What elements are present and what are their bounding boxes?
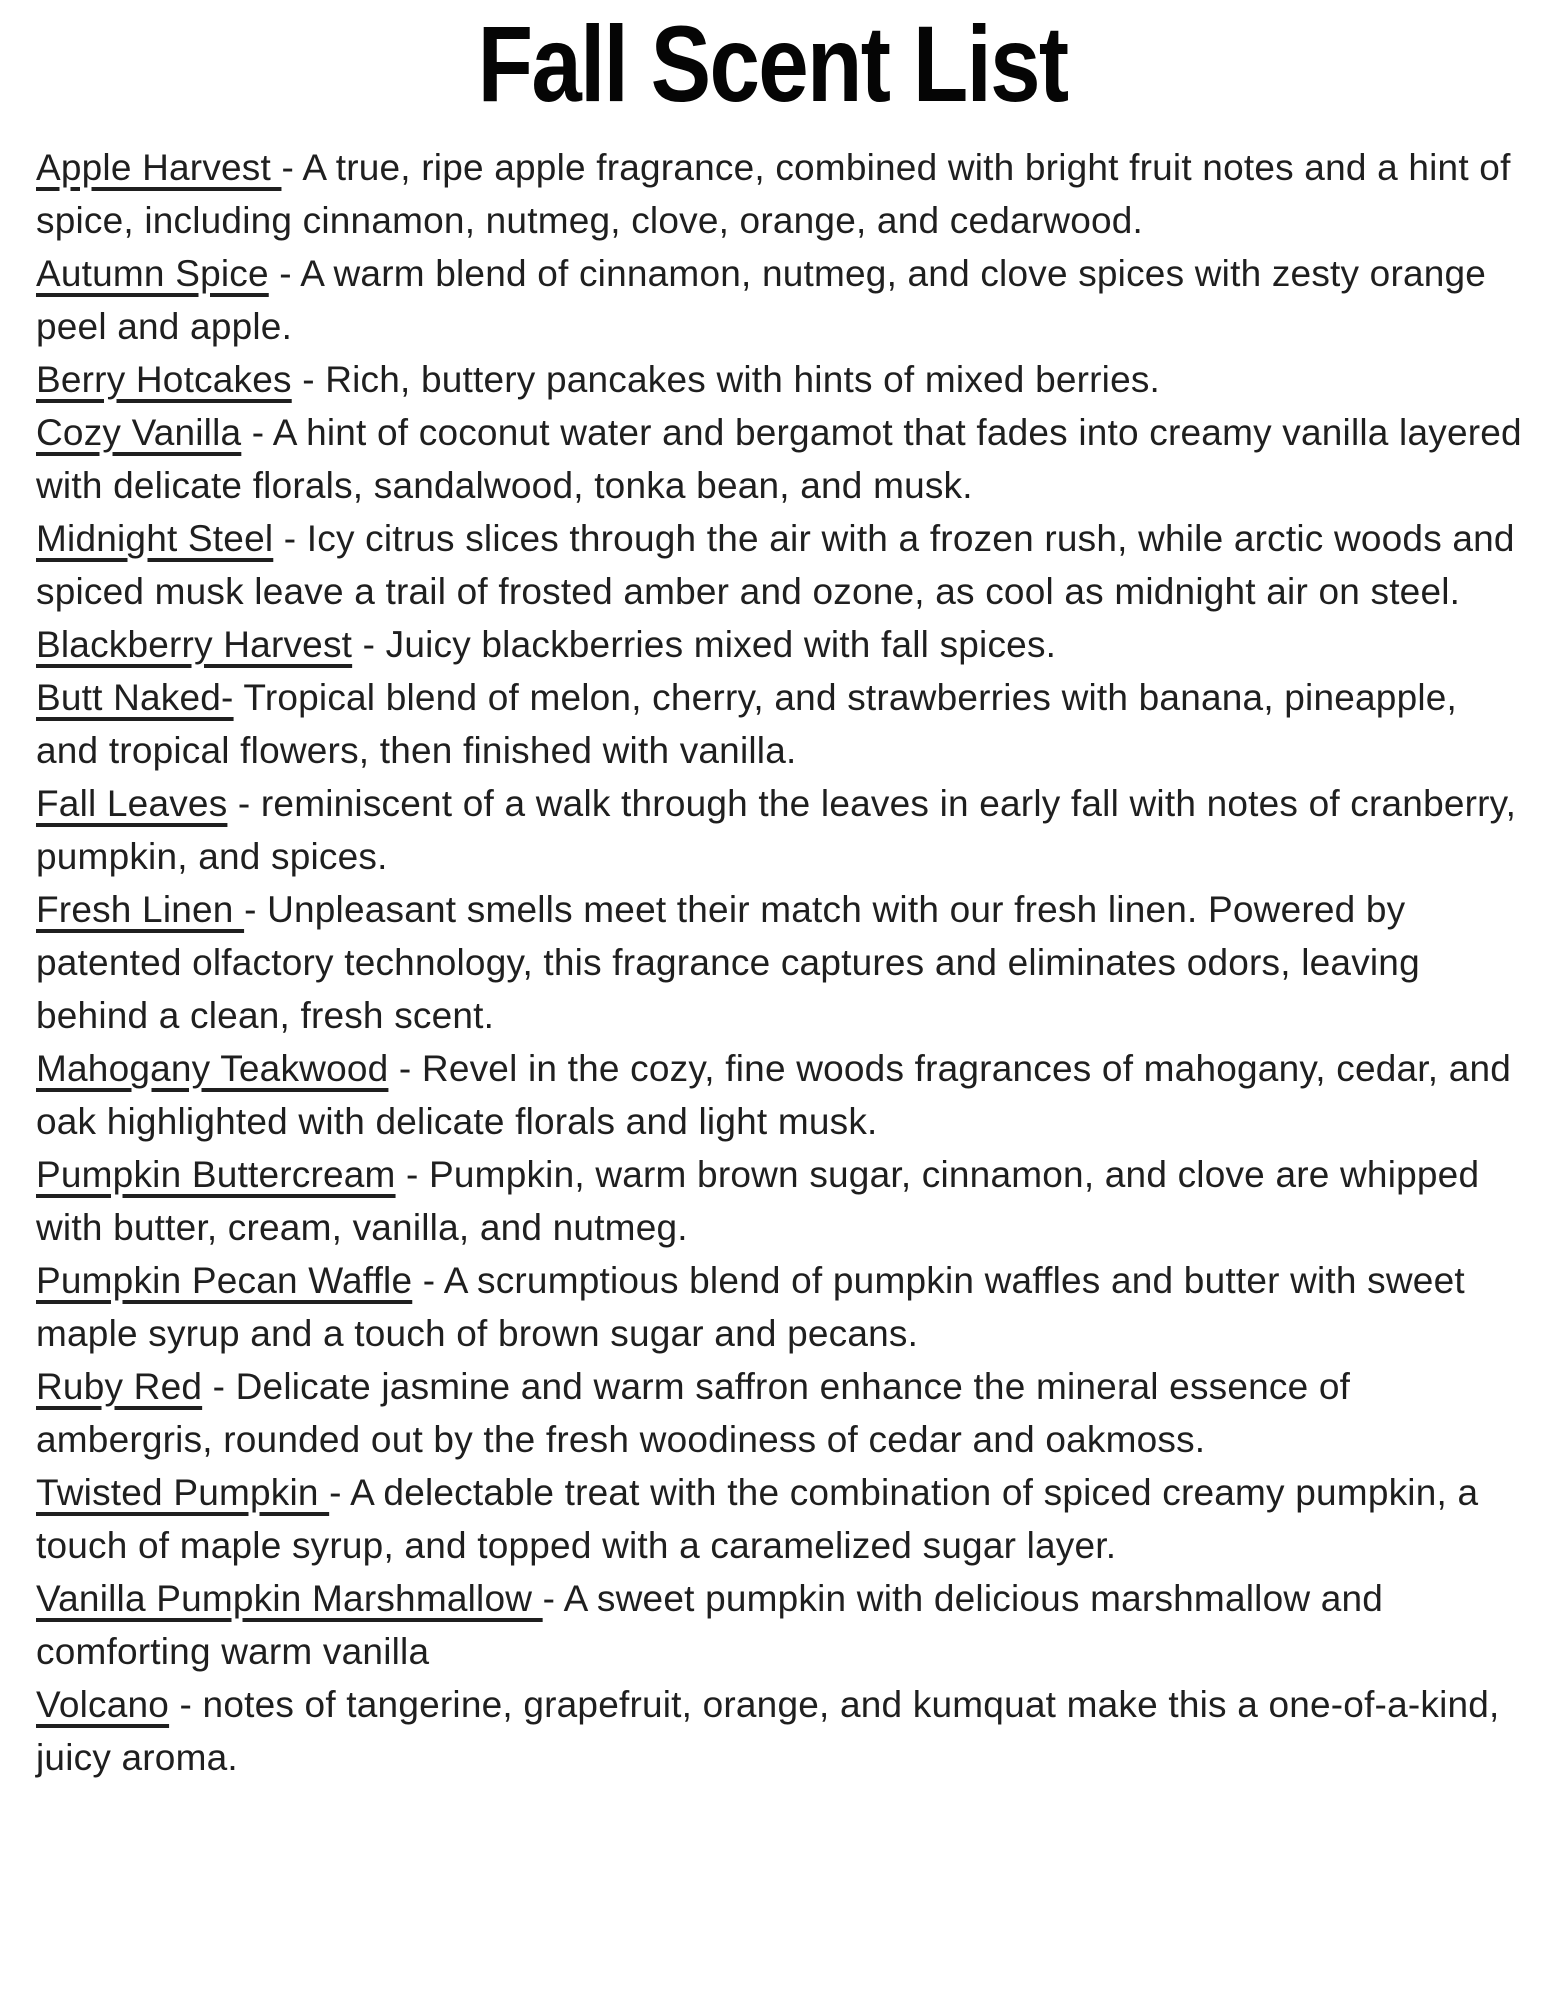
scent-description: - Juicy blackberries mixed with fall spices.	[352, 623, 1057, 665]
scent-entry	[36, 406, 1523, 512]
scent-entry	[36, 353, 1523, 406]
scent-entry	[36, 883, 1523, 1042]
scent-name: Cozy Vanilla	[36, 411, 242, 453]
scent-description: - A delectable treat with the combination of spiced creamy pumpkin, a touch of maple syrup, and topped with a caramelized sugar layer.	[36, 1471, 1479, 1566]
scent-entry	[36, 1148, 1523, 1254]
scent-name: Mahogany Teakwood	[36, 1047, 389, 1089]
scent-description: - A true, ripe apple fragrance, combined with bright fruit notes and a hint of spice, including cinnamon, nutmeg, clove, orange, and cedarwood.	[36, 146, 1511, 241]
scent-entry	[36, 1254, 1523, 1360]
scent-name: Volcano	[36, 1683, 170, 1725]
scent-name: Berry Hotcakes	[36, 358, 292, 400]
scent-name: Vanilla Pumpkin Marshmallow	[36, 1577, 543, 1619]
scent-list	[0, 141, 1545, 1784]
scent-name: Pumpkin Pecan Waffle	[36, 1259, 413, 1301]
scent-description: - notes of tangerine, grapefruit, orange, and kumquat make this a one-of-a-kind, juicy aroma.	[36, 1683, 1500, 1778]
scent-description: - Rich, buttery pancakes with hints of mixed berries.	[291, 358, 1161, 400]
scent-entry	[36, 1466, 1523, 1572]
scent-name: Autumn Spice	[36, 252, 269, 294]
scent-entry	[36, 618, 1523, 671]
scent-name: Twisted Pumpkin	[36, 1471, 330, 1513]
scent-name: Ruby Red	[36, 1365, 203, 1407]
scent-description: - Unpleasant smells meet their match with our fresh linen. Powered by patented olfactory technology, this fragrance captures and eliminates odors, leaving behind a clean, fresh scent.	[36, 888, 1420, 1036]
scent-description: - A hint of coconut water and bergamot that fades into creamy vanilla layered with delicate florals, sandalwood, tonka bean, and musk.	[36, 411, 1522, 506]
scent-name: Fall Leaves	[36, 782, 228, 824]
scent-description: - A sweet pumpkin with delicious marshmallow and comforting warm vanilla	[36, 1577, 1384, 1672]
scent-name: Blackberry Harvest	[36, 623, 353, 665]
scent-entry	[36, 141, 1523, 247]
scent-description: - A warm blend of cinnamon, nutmeg, and clove spices with zesty orange peel and apple.	[36, 252, 1487, 347]
scent-entry	[36, 1042, 1523, 1148]
scent-entry	[36, 1678, 1523, 1784]
scent-name: Fresh Linen	[36, 888, 245, 930]
scent-entry	[36, 512, 1523, 618]
scent-entry	[36, 247, 1523, 353]
page-title: Fall Scent List	[477, 3, 1068, 124]
scent-description: - A scrumptious blend of pumpkin waffles and butter with sweet maple syrup and a touch of brown sugar and pecans.	[36, 1259, 1465, 1354]
scent-entry	[36, 1572, 1523, 1678]
scent-description: - Revel in the cozy, fine woods fragrances of mahogany, cedar, and oak highlighted with delicate florals and light musk.	[36, 1047, 1512, 1142]
scent-description: - reminiscent of a walk through the leaves in early fall with notes of cranberry, pumpkin, and spices.	[36, 782, 1517, 877]
scent-description: - Pumpkin, warm brown sugar, cinnamon, and clove are whipped with butter, cream, vanilla, and nutmeg.	[36, 1153, 1480, 1248]
scent-entry	[36, 777, 1523, 883]
scent-name: Midnight Steel	[36, 517, 274, 559]
scent-description: - Delicate jasmine and warm saffron enhance the mineral essence of ambergris, rounded out by the fresh woodiness of cedar and oakmoss.	[36, 1365, 1351, 1460]
scent-name: Pumpkin Buttercream	[36, 1153, 396, 1195]
scent-entry	[36, 671, 1523, 777]
scent-description: - Icy citrus slices through the air with a frozen rush, while arctic woods and spiced musk leave a trail of frosted amber and ozone, as cool as midnight air on steel.	[36, 517, 1515, 612]
scent-name: Apple Harvest	[36, 146, 282, 188]
document-page	[0, 3, 1545, 2006]
scent-entry	[36, 1360, 1523, 1466]
scent-description: Tropical blend of melon, cherry, and strawberries with banana, pineapple, and tropical flowers, then finished with vanilla.	[36, 676, 1458, 771]
scent-name: Butt Naked-	[36, 676, 234, 718]
